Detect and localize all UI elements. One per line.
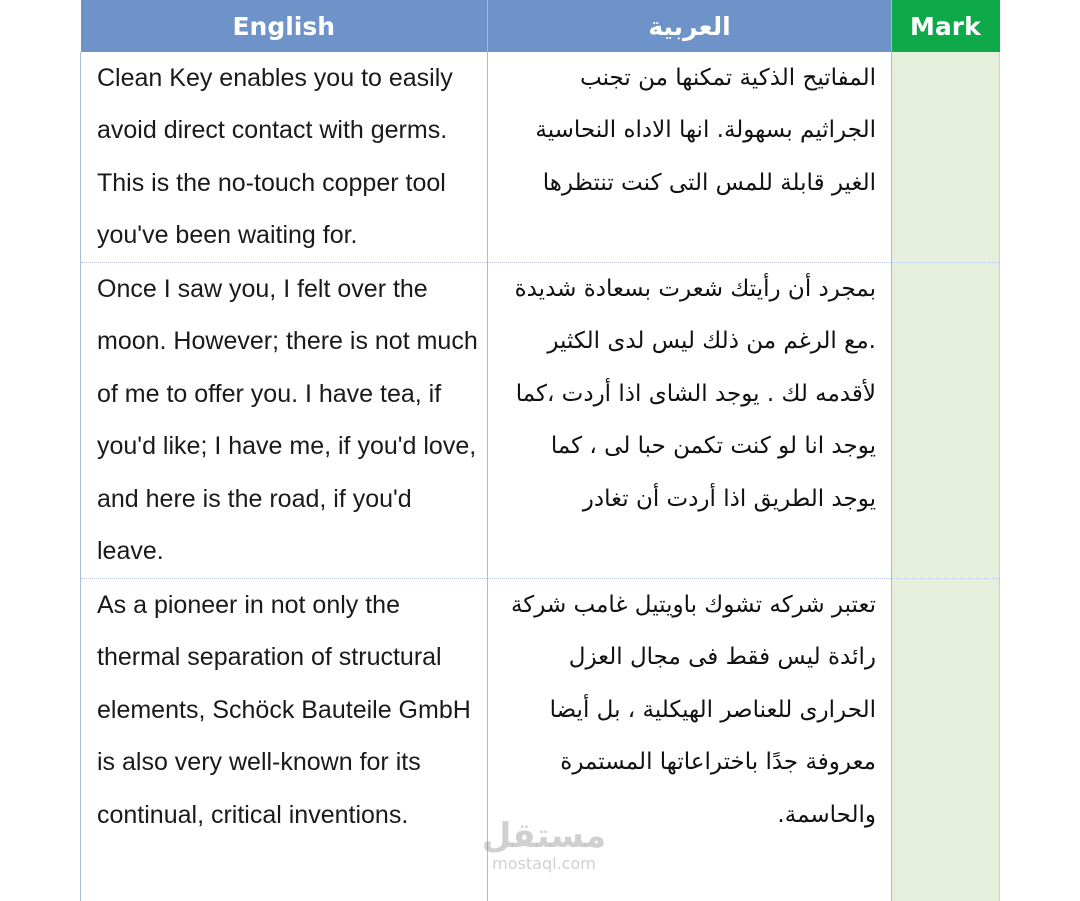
mark-cell[interactable] xyxy=(892,263,1000,579)
header-row xyxy=(81,0,1000,52)
mark-cell[interactable] xyxy=(892,52,1000,263)
header-mark: Mark xyxy=(892,0,1000,52)
watermark-domain: mostaql.com xyxy=(474,855,614,873)
english-cell: Clean Key enables you to easily avoid direct contact with germs. This is the no-touch copper tool you've been waiting for. xyxy=(81,52,488,263)
table-row xyxy=(81,579,1000,901)
mark-cell[interactable] xyxy=(892,579,1000,901)
arabic-cell: المفاتيح الذكية تمكنها من تجنب الجراثيم بسهولة. انها الاداه النحاسية الغير قابلة للمس التى كنت تنتظرها xyxy=(488,52,892,263)
translation-table xyxy=(80,0,1000,901)
arabic-cell: تعتبر شركه تشوك باويتيل غامب شركة رائدة ليس فقط فى مجال العزل الحرارى للعناصر الهيكلية ، بل أيضا معروفة جدًا باختراعاتها المستمرة والحاسمة. xyxy=(488,579,892,901)
table-row xyxy=(81,263,1000,579)
translation-table-container xyxy=(80,0,999,899)
arabic-cell: بمجرد أن رأيتك شعرت بسعادة شديدة .مع الرغم من ذلك ليس لدى الكثير لأقدمه لك . يوجد الشاى اذا أردت ،كما يوجد انا لو كنت تكمن حبا لى ، كما يوجد الطريق اذا أردت أن تغادر xyxy=(488,263,892,579)
header-english: English xyxy=(81,0,488,52)
english-cell: Once I saw you, I felt over the moon. However; there is not much of me to offer you. I have tea, if you'd like; I have me, if you'd love, and here is the road, if you'd leave. xyxy=(81,263,488,579)
watermark-logo: مستقل xyxy=(474,817,614,855)
table-row xyxy=(81,52,1000,263)
header-arabic: العربية xyxy=(488,0,892,52)
english-cell: As a pioneer in not only the thermal separation of structural elements, Schöck Bauteile GmbH is also very well-known for its continual, critical inventions. xyxy=(81,579,488,901)
